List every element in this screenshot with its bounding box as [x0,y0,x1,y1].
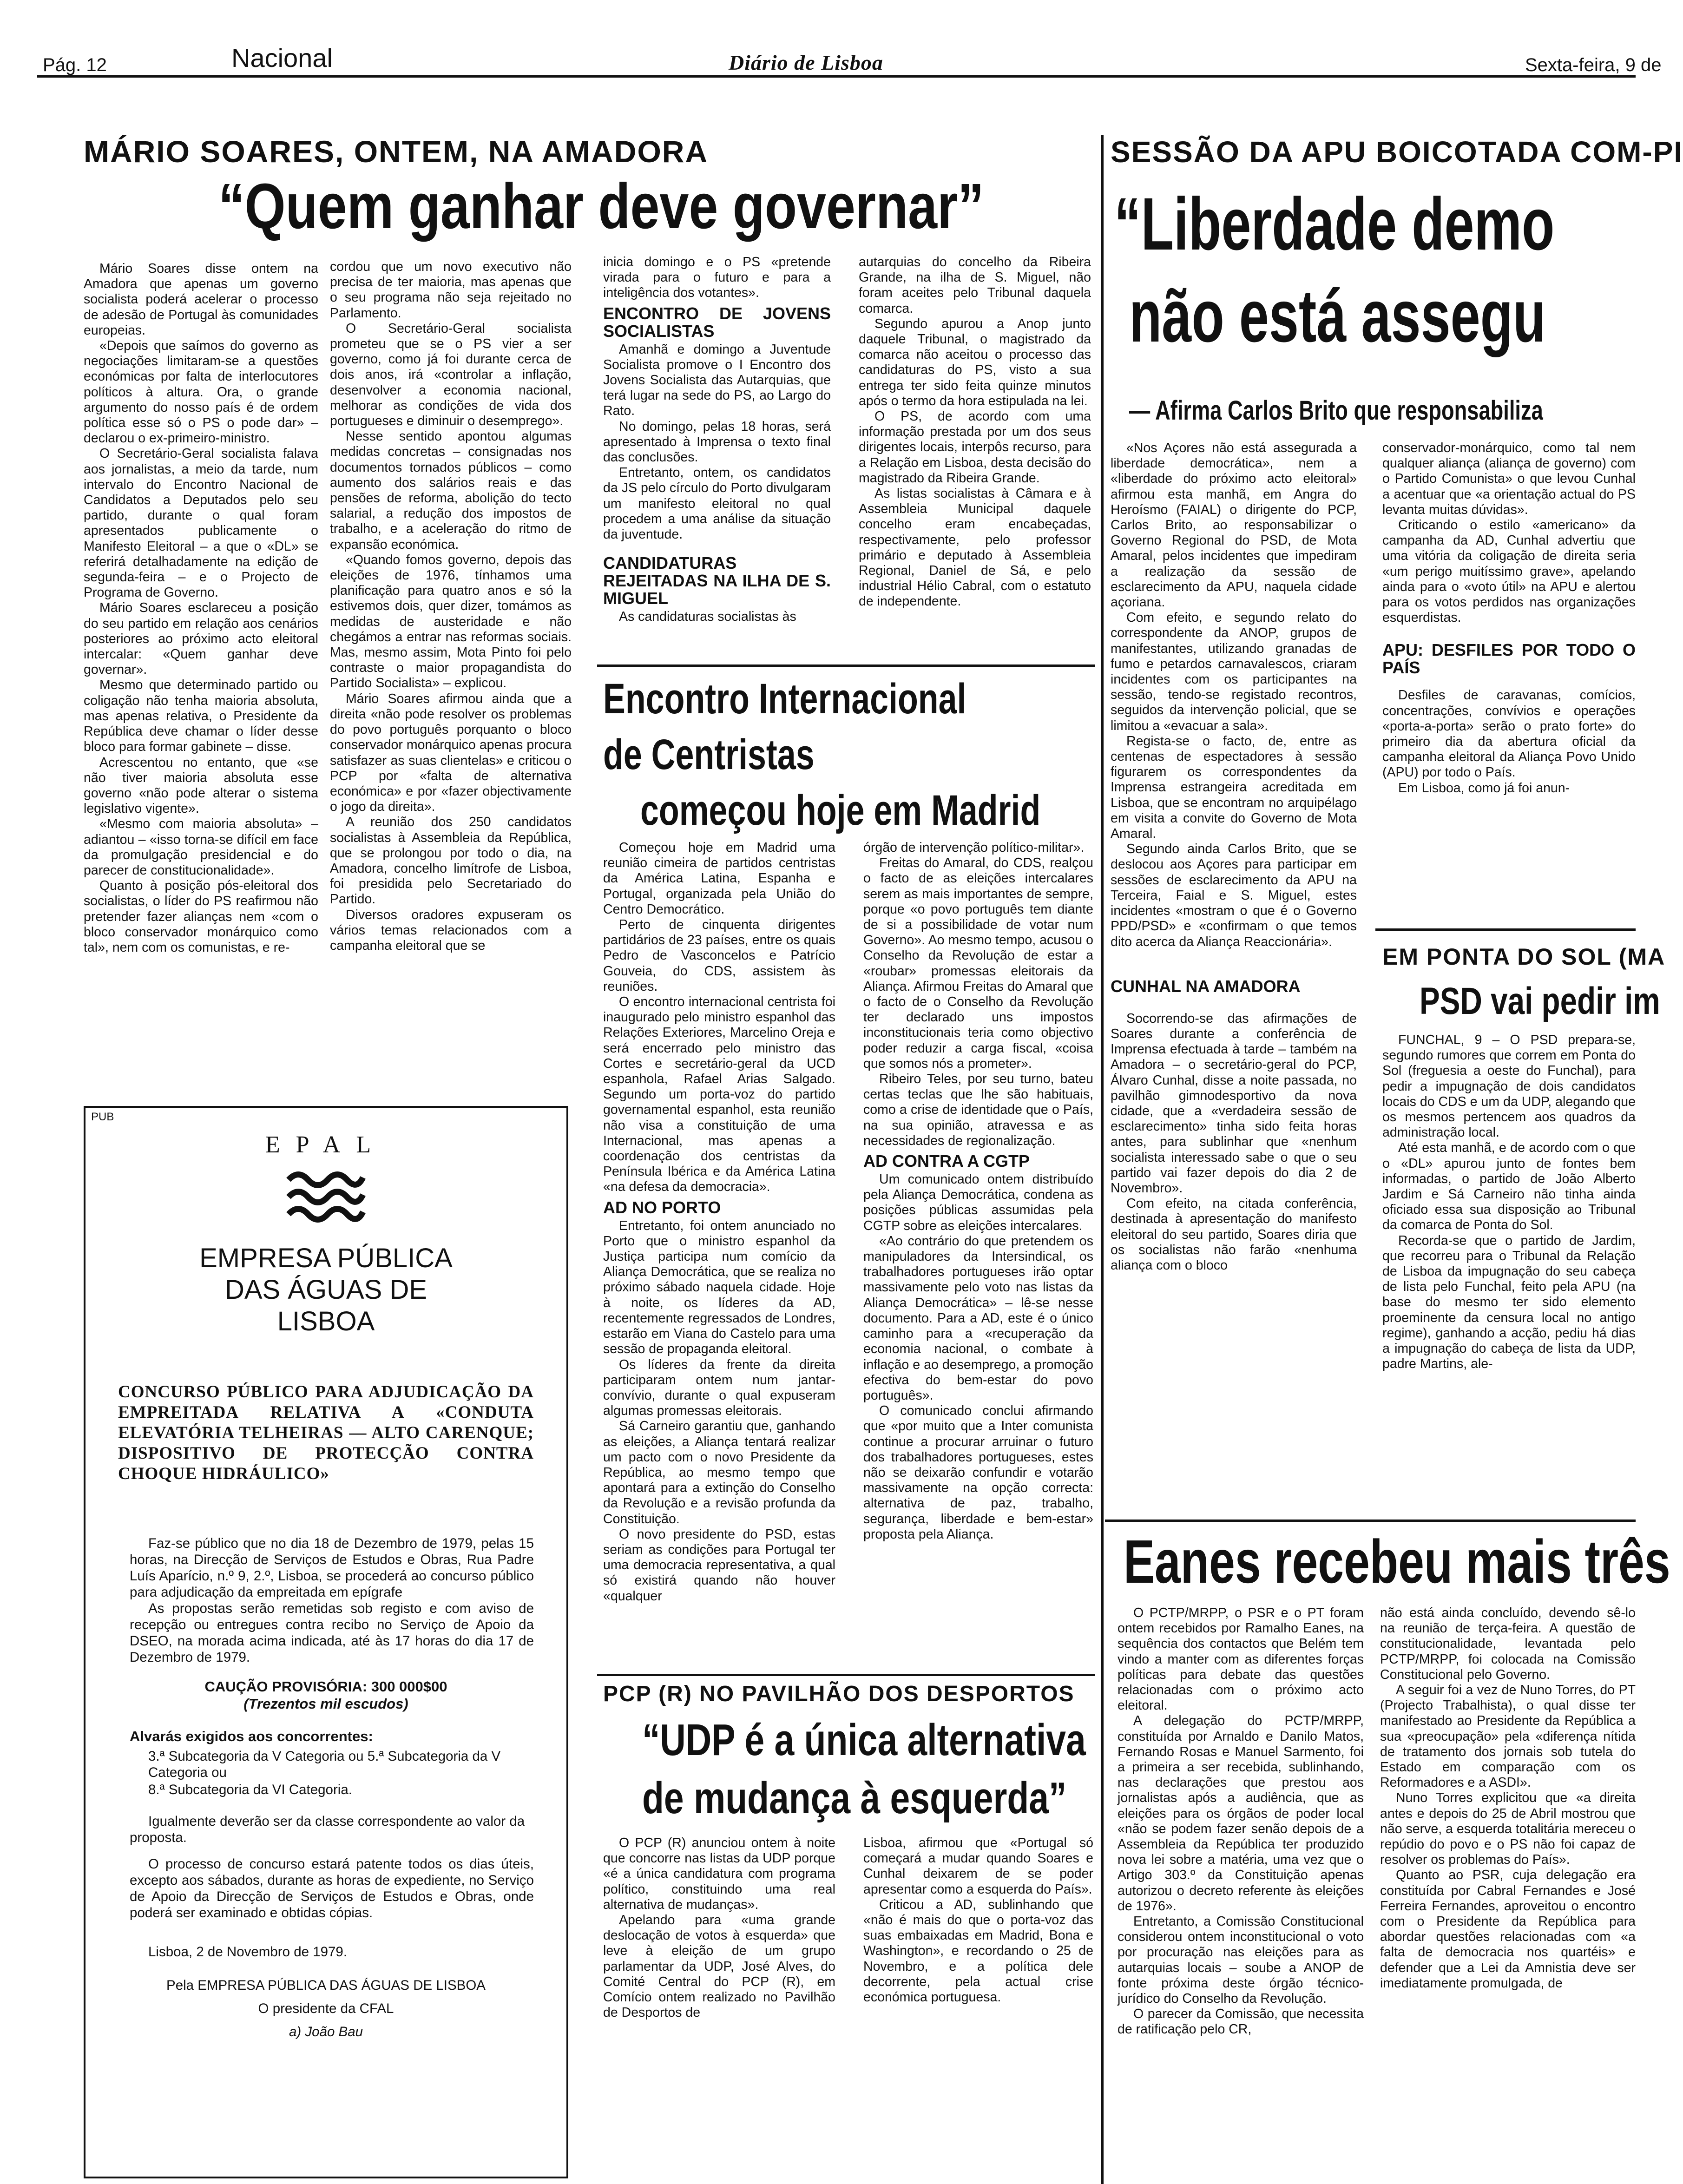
epal-advertisement [84,1106,568,2178]
paragraph: Nesse sentido apontou algumas medidas concretas – consignadas nos documentos tornados públicos – como aumento dos salários reais e das pensões de reforma, abolição do tecto salarial, a redução dos impostos de trabalho, e a aceleração do ritmo de expansão económica. [330,429,572,552]
subheading-cgtp: AD CONTRA A CGTP [863,1151,1030,1171]
paragraph: «Mesmo com maioria absoluta» – adiantou – «isso torna-se difícil em face da promulgação presidencial e do parecer de constitucionalidade». [84,816,318,878]
ad-paragraph: Faz-se público que no dia 18 de Dezembro de 1979, pelas 15 horas, na Direcção de Serviços de Estudos e Obras, Rua Padre Luís Aparício, n.º 9, 2.º, Lisboa, se procederá ao concurso público para adjudicação da empreitada em epígrafe [130,1536,534,1600]
epal-logo-text: EPAL [265,1131,387,1158]
eanes-column-1 [1118,1605,1364,2179]
paragraph: Nuno Torres explicitou que «a direita antes e depois do 25 de Abril mostrou que não serve, a esquerda totalitária mereceu o repúdio do povo e o PS não foi capaz de resolver os problemas do País». [1380,1790,1636,1868]
alvaras-title: Alvarás exigidos aos concorrentes: [130,1728,373,1744]
paragraph: Começou hoje em Madrid uma reunião cimeira de partidos centristas da América Latina, Espanha e Portugal, organizada pela União do Centro Democrático. [603,840,835,917]
paragraph: Sá Carneiro garantiu que, ganhando as eleições, a Aliança tentará realizar um pacto com o novo Presidente da República, ao mesmo tempo que apontará para a extinção do Conselho da Revolução e a revisão profunda da Constituição. [603,1419,835,1526]
apu-headline-1: “Liberdade demo [1114,182,1555,265]
header-rule [37,75,1636,78]
ad-date: Lisboa, 2 de Novembro de 1979. [148,1944,348,1960]
pcpr-headline-2: de mudança à esquerda” [642,1773,1067,1823]
soares-column-4 [859,255,1091,664]
ad-tag: PUB [91,1111,114,1123]
paragraph: No domingo, pelas 18 horas, será apresentado à Imprensa o texto final das conclusões. [603,419,831,465]
paragraph: O Secretário-Geral socialista prometeu que se o PS vier a ser governo, como já foi durante cerca de dois anos, irá «controlar a inflação, desenvolver a economia nacional, melhorar as condições de vida dos portugueses e diminuir o desemprego». [330,321,572,429]
page-number: Pág. 12 [43,55,107,75]
pontasol-column [1382,1033,1636,1511]
ad-paragraph: Igualmente deverão ser da classe correspondente ao valor da proposta. [130,1814,525,1845]
paragraph: A seguir foi a vez de Nuno Torres, do PT (Projecto Trabalhista), o qual disse ter manifestado ao Presidente da República a sua «preocupação» pela «diferença nítida de tratamento dos jornais sob tutela do Estado em comparação com os Reformadores e a ASDI». [1380,1683,1636,1790]
paragraph: Mesmo que determinado partido ou coligação não tenha maioria absoluta, mas apenas relativa, o Presidente da República deve chamar o líder desse bloco para formar gabinete – disse. [84,678,318,755]
paragraph: Lisboa, afirmou que «Portugal só começará a mudar quando Soares e Cunhal deixarem de se poder apresentar como a esquerda do País». [863,1835,1093,1897]
centristas-headline-3: começou hoje em Madrid [640,787,1041,834]
paragraph: Mário Soares afirmou ainda que a direita «não pode resolver os problemas do povo português porquanto o bloco conservador monárquico apenas procura satisfazer as suas clientelas» e criticou o PCP por «falta de alternativa económica» e por «fazer objectivamente o jogo da direita». [330,691,572,815]
paragraph: Com efeito, e segundo relato do correspondente da ANOP, grupos de manifestantes, utilizando granadas de fumo e petardos carnavalescos, criaram incidentes com os participantes na sessão, tendo-se registado recontros, seguidos da intervenção policial, que se limitou a «evacuar a sala». [1111,610,1357,733]
article-headline: “Quem ganhar deve governar” [218,171,984,242]
issue-date: Sexta-feira, 9 de [1525,55,1662,75]
apu-column-1 [1111,441,1357,1512]
paragraph: autarquias do concelho da Ribeira Grande, na ilha de S. Miguel, não foram aceites pelo Tribunal daquela comarca. [859,255,1091,316]
centristas-column-2 [863,840,1093,1663]
apu-kicker: SESSÃO DA APU BOICOTADA COM-PI [1111,135,1683,169]
centristas-column-1 [603,840,835,1663]
paragraph: Socorrendo-se das afirmações de Soares durante a conferência de Imprensa efectuada à tarde – também na Amadora – o secretário-geral do PCP, Álvaro Cunhal, disse a noite passada, no pavilhão gimnodesportivo da nova cidade, que a «verdadeira sessão de esclarecimento» tinha sido feita horas antes, para sublinhar que «nenhum socialista interessado sabe o que o seu partido vai fazer depois do dia 2 de Novembro». [1111,1011,1357,1196]
section-name: Nacional [231,43,333,72]
ad-signature-name: a) João Bau [289,2024,363,2039]
pcpr-column-2 [863,1835,1093,2161]
paragraph: Até esta manhã, e de acordo com o que o «DL» apurou junto de fontes bem informadas, o partido de João Alberto Jardim e Sá Carneiro não tinha ainda oficiado essa sua disposição ao Tribunal da comarca de Ponta do Sol. [1382,1140,1636,1233]
paragraph: Mário Soares disse ontem na Amadora que apenas um governo socialista poderá acelerar o processo de adesão de Portugal às comunidades europeias. [84,261,318,338]
article-kicker: MÁRIO SOARES, ONTEM, NA AMADORA [84,134,709,169]
subheading-desfiles: APU: DESFILES POR TODO O PAÍS [1382,640,1636,678]
centristas-headline-1: Encontro Internacional [603,675,966,723]
pcpr-column-1 [603,1835,835,2161]
caucao-words: (Trezentos mil escudos) [243,1696,408,1712]
subheading-cunhal: CUNHAL NA AMADORA [1111,976,1301,996]
paragraph: «Quando fomos governo, depois das eleições de 1976, tínhamos uma planificação para quatro anos e só la estivemos dois, quer dizer, tomámos as medidas de austeridade e não chegámos a entrar nas reformas sociais. Mas, mesmo assim, Mota Pinto foi pelo contraste o maior propagandista do Partido Socialista» – explicou. [330,552,572,691]
pontasol-kicker: EM PONTA DO SOL (MA [1382,944,1666,970]
centristas-headline-2: de Centristas [603,731,815,778]
apu-headline-2: não está assegu [1129,274,1546,357]
pcpr-kicker: PCP (R) NO PAVILHÃO DOS DESPORTOS [603,1682,1075,1706]
paragraph: O encontro internacional centrista foi inaugurado pelo ministro espanhol das Relações Exteriores, Marcelino Oreja e será encerrado pelo ministro das Cortes e secretário-geral da UCD espanhola, Rafael Arias Salgado. Segundo um porta-voz do partido governamental espanhol, esta reunião não visa a constituição de uma Internacional, mas apenas a coordenação dos centristas da Península Ibérica e da América Latina «na defesa da democracia». [603,994,835,1195]
paragraph: Entretanto, a Comissão Constitucional considerou ontem inconstitucional o voto por procuração nas eleições para as autarquias locais – soube a ANOP de fonte próxima deste órgão técnico-jurídico do Conselho da Revolução. [1118,1914,1364,2006]
paragraph: Criticou a AD, sublinhando que «não é mais do que o porta-voz das suas embaixadas em Madrid, Bona e Washington», e recordando o 25 de Novembro, e a política dele decorrente, pela actual crise económica portuguesa. [863,1897,1093,2005]
apu-column-2 [1382,441,1636,942]
soares-column-1 [84,261,318,1102]
paragraph: inicia domingo e o PS «pretende virada para o futuro e para a inteligência dos votantes». [603,255,831,301]
paragraph: As listas socialistas à Câmara e à Assembleia Municipal daquele concelho eram encabeçadas, respectivamente, pelo professor primário e deputado à Assembleia Regional, Daniel de Sá, e pelo industrial Hélio Cabral, com o estatuto de independente. [859,486,1091,609]
paragraph: Entretanto, foi ontem anunciado no Porto que o ministro espanhol da Justiça participa num comício da Aliança Democrática, que se realiza no próximo sábado naquela cidade. Hoje à noite, os líderes da AD, recentemente regressados de Londres, estarão em Viana do Castelo para uma sessão de propaganda eleitoral. [603,1218,835,1357]
subheading-js: ENCONTRO DE JOVENS SOCIALISTAS [603,303,831,341]
apu-subheadline: — Afirma Carlos Brito que responsabiliza [1129,395,1543,426]
caucao: CAUÇÃO PROVISÓRIA: 300 000$00 [204,1678,447,1695]
ad-paragraph: O processo de concurso estará patente todos os dias úteis, excepto aos sábados, durante as horas de expediente, no Serviço de Apoio da Direcção de Serviços de Estudos e Obras, onde poderá ser examinado e obtidas cópias. [130,1856,534,1921]
paragraph: Quanto ao PSR, cuja delegação era constituída por Cabral Fernandes e José Ferreira Fernandes, aproveitou o encontro com o Presidente da República para abordar questões relacionadas com «a falta de democracia nos quartéis» e defender que a Lei da Amnistia deve ser imediatamente promulgada, de [1380,1868,1636,1991]
ad-signature-org: Pela EMPRESA PÚBLICA DAS ÁGUAS DE LISBOA [166,1978,486,1993]
alvara-item: 3.ª Subcategoria da V Categoria ou 5.ª Subcategoria da V Categoria ou [148,1749,501,1780]
paragraph: «Ao contrário do que pretendem os manipuladores da Intersindical, os trabalhadores portugueses irão optar massivamente pelo voto nas listas da Aliança Democrática» – lê-se nesse documento. Para a AD, este é o único caminho para a «recuperação da economia nacional, o combate à inflação e ao desemprego, a promoção efectiva do bem-estar do povo português». [863,1233,1093,1403]
section-rule [1105,1520,1636,1522]
pontasol-headline: PSD vai pedir im [1420,980,1660,1022]
paragraph: Perto de cinquenta dirigentes partidários de 23 países, entre os quais Pedro de Vasconcelos e Patrício Gouveia, do CDS, assistem às reuniões. [603,917,835,994]
paragraph: O Secretário-Geral socialista falava aos jornalistas, a meio da tarde, num intervalo do Encontro Nacional de Candidatos a Deputados pelo seu partido, durante o qual foram apresentados publicamente o Manifesto Eleitoral – a que o «DL» se referirá detalhadamente na edição de segunda-feira – e o Projecto de Programa de Governo. [84,446,318,600]
section-rule [1375,928,1636,931]
column-divider [1101,135,1104,2184]
paragraph: Segundo apurou a Anop junto daquele Tribunal, o magistrado da comarca não aceitou o processo das candidaturas do PS, visto a sua entrega ter sido feita quinze minutos após o termo da hora estipulada na lei. [859,316,1091,408]
paragraph: O PS, de acordo com uma informação prestada por um dos seus dirigentes locais, interpôs recurso, para a Relação em Lisboa, desta decisão do magistrado da Ribeira Grande. [859,409,1091,486]
paragraph: Diversos oradores expuseram os vários temas relacionados com a campanha eleitoral que se [330,907,572,953]
company-name: EMPRESA PÚBLICA DAS ÁGUAS DE LISBOA [199,1243,453,1336]
pcpr-headline-1: “UDP é a única alternativa [642,1715,1086,1765]
paragraph: «Nos Açores não está assegurada a liberdade democrática», nem a «liberdade do próximo acto eleitoral» afirmou esta manhã, em Angra do Heroísmo (FAIAL) o dirigente do PCP, Carlos Brito, ao responsabilizar o Governo Regional do PSD, de Mota Amaral, pelos incidentes que impediram a realização da sessão de esclarecimento da APU, naquela cidade açoriana. [1111,441,1357,610]
ad-title: CONCURSO PÚBLICO PARA ADJUDICAÇÃO DA EMPREITADA RELATIVA A «CONDUTA ELEVATÓRIA TELHEIRAS — ALTO CARENQUE; DISPOSITIVO DE PROTECÇÃO CONTRA CHOQUE HIDRÁULICO» [118,1382,534,1483]
paragraph: O novo presidente do PSD, estas seriam as condições para Portugal ter uma democracia representativa, a qual só existirá quando não houver «qualquer [603,1526,835,1604]
paragraph: «Depois que saímos do governo as negociações limitaram-se a questões económicas por falta de interlocutores políticos à altura. Ora, o grande argumento do nosso país é de ordem política esse só o PS o pode dar» – declarou o ex-primeiro-ministro. [84,338,318,446]
paragraph: Segundo ainda Carlos Brito, que se deslocou aos Açores para participar em sessões de esclarecimento da APU na Terceira, Faial e S. Miguel, estes incidentes «mostram o que é o Governo PPD/PSD» e «confirmam o que temos dito acerca da Aliança Reaccionária». [1111,842,1357,949]
subheading-candidaturas: CANDIDATURAS REJEITADAS NA ILHA DE S. MIGUEL [603,553,831,608]
eanes-headline: Eanes recebeu mais três [1124,1527,1670,1596]
paragraph: Quanto à posição pós-eleitoral dos socialistas, o líder do PS reafirmou não pretender fazer alianças nem «com o bloco conservador monárquico como tal», nem com os comunistas, e re- [84,878,318,955]
paragraph: Ribeiro Teles, por seu turno, bateu certas teclas que lhe são habituais, como a crise de identidade que o País, na sua opinião, atravessa e as necessidades de regionalização. [863,1072,1093,1148]
ad-body [130,1535,534,1665]
alvara-item: 8.ª Subcategoria da VI Categoria. [148,1782,352,1797]
paragraph: A reunião dos 250 candidatos socialistas à Assembleia da República, que se prolongou por todo o dia, na Amadora, concelho limítrofe de Lisboa, foi presidida pelo Secretariado do Partido. [330,815,572,907]
paragraph: Mário Soares esclareceu a posição do seu partido em relação aos cenários posteriores ao próximo acto eleitoral intercalar: «Quem ganhar deve governar». [84,600,318,678]
paragraph: FUNCHAL, 9 – O PSD prepara-se, segundo rumores que correm em Ponta do Sol (freguesia a oeste do Funchal), para pedir a impugnação de dois candidatos locais do CDS e um da UDP, alegando que os mesmos pertencem aos quadros da administração local. [1382,1033,1636,1140]
paragraph: Acrescentou no entanto, que «se não tiver maioria absoluta esse governo «não pode alterar o sistema legislativo vigente». [84,755,318,816]
paragraph: O PCP (R) anunciou ontem à noite que concorre nas listas da UDP porque «é a única candidatura com programa político, constituindo uma real alternativa de mudanças». [603,1835,835,1912]
paragraph: conservador-monárquico, como tal nem qualquer aliança (aliança de governo) com o Partido Comunista» o que levou Cunhal a acentuar que «a orientação actual do PS levanta muitas dúvidas». [1382,441,1636,517]
ad-signature-role: O presidente da CFAL [258,2001,394,2016]
paragraph: órgão de intervenção político-militar». [863,840,1085,855]
soares-column-2 [330,259,572,1100]
masthead: Diário de Lisboa [729,51,883,74]
soares-column-3 [603,255,831,664]
paragraph: não está ainda concluído, devendo sê-lo na reunião de terça-feira. A questão de constitucionalidade, levantada pelo PCTP/MRPP, foi colocada na Comissão Constitucional pelo Governo. [1380,1605,1636,1682]
paragraph: O parecer da Comissão, que necessita de ratificação pelo CR, [1118,2006,1364,2037]
eanes-column-2 [1380,1605,1636,2179]
ad-paragraph: As propostas serão remetidas sob registo e com aviso de recepção ou entregues contra recibo no Serviço de Apoio da DSEO, na morada acima indicada, até às 17 horas do dia 17 de Dezembro de 1979. [130,1601,534,1665]
paragraph: Apelando para «uma grande deslocação de votos à esquerda» que leve à eleição de um grupo parlamentar da UDP, José Alves, do Comité Central do PCP (R), em Comício ontem realizado no Pavilhão de Desportos de [603,1913,835,2020]
paragraph: Freitas do Amaral, do CDS, realçou o facto de as eleições intercalares serem as mais importantes de sempre, porque «o povo português tem diante de si a possibilidade de votar num Governo». Ao mesmo tempo, acusou o Conselho da Revolução de estar a «roubar» promessas eleitorais da Aliança. Afirmou Freitas do Amaral que o facto de o Conselho da Revolução ter declarado uns impostos inconstitucionais teria como objectivo poder reduzir a carga fiscal, «coisa que somos nós a prometer». [863,855,1093,1071]
section-rule [597,664,1095,667]
paragraph: Com efeito, na citada conferência, destinada à apresentação do manifesto eleitoral do seu partido, Soares diria que os socialistas não farão «nenhuma aliança com o bloco [1111,1196,1357,1273]
paragraph: O PCTP/MRPP, o PSR e o PT foram ontem recebidos por Ramalho Eanes, na sequência dos contactos que Belém tem vindo a manter com as diferentes forças políticas para debate das questões relacionadas com o próximo acto eleitoral. [1118,1605,1364,1713]
subheading-porto: AD NO PORTO [603,1197,721,1217]
paragraph: Criticando o estilo «americano» da campanha da AD, Cunhal advertiu que uma vitória da coligação de direita seria «um perigo muitíssimo grave», apelando ainda para o «voto útil» na APU e alertou para os votos perdidos nas organizações esquerdistas. [1382,518,1636,625]
paragraph: Entretanto, ontem, os candidatos da JS pelo círculo do Porto divulgaram um manifesto eleitoral no qual procedem a uma análise da situação da juventude. [603,465,831,542]
paragraph: Regista-se o facto, de, entre as centenas de espectadores à sessão figurarem os correspondentes da Imprensa estrangeira acreditada em Lisboa, que se encontram no arquipélago em visita a convite do Governo de Mota Amaral. [1111,733,1357,842]
paragraph: Em Lisboa, como já foi anun- [1398,780,1570,796]
paragraph: A delegação do PCTP/MRPP, constituída por Arnaldo e Danilo Matos, Fernando Rosas e Manuel Sarmento, foi a primeira a ser recebida, sublinhando, nas declarações que prestou aos jornalistas após a audiência, que as eleições para os órgãos de poder local «não se podem fazer senão depois de a Assembleia da República ter produzido nova lei sobre a matéria, uma vez que o Artigo 303.º da Constituição apenas autorizou o decreto referente às eleições de 1976». [1118,1713,1364,1914]
paragraph: O comunicado conclui afirmando que «por muito que a Inter comunista continue a procurar arruinar o futuro dos trabalhadores portugueses, estes não se deixarão confundir e votarão massivamente na opção correcta: alternativa de paz, trabalho, segurança, liberdade e bem-estar» proposta pela Aliança. [863,1403,1093,1542]
paragraph: Recorda-se que o partido de Jardim, que recorreu para o Tribunal da Relação de Lisboa da impugnação do seu cabeça de lista pelo Funchal, feito pela APU (na base do mesmo ter sido elemento proeminente da censura local no antigo regime), ganhando a acção, pediu há dias a impugnação do cabeça de lista da UDP, padre Martins, ale- [1382,1233,1636,1372]
paragraph: Desfiles de caravanas, comícios, concentrações, convívios e operações «porta-a-porta» serão o prato forte» do primeiro dia da abertura oficial da campanha eleitoral da Aliança Povo Unido (APU) por todo o País. [1382,688,1636,780]
paragraph: cordou que um novo executivo não precisa de ter maioria, mas apenas que o seu programa não seja rejeitado no Parlamento. [330,259,572,321]
water-waves-logo [286,1168,365,1229]
section-rule [597,1674,1095,1676]
paragraph: Amanhã e domingo a Juventude Socialista promove o I Encontro dos Jovens Socialista das Autarquias, que terá lugar na sede do PS, ao Largo do Rato. [603,342,831,419]
paragraph: Um comunicado ontem distribuído pela Aliança Democrática, condena as posições públicas assumidas pela CGTP sobre as eleições intercalares. [863,1172,1093,1233]
paragraph: Os líderes da frente da direita participaram ontem num jantar-convívio, durante o qual expuseram algumas promessas eleitorais. [603,1357,835,1419]
paragraph: As candidaturas socialistas às [619,609,796,625]
